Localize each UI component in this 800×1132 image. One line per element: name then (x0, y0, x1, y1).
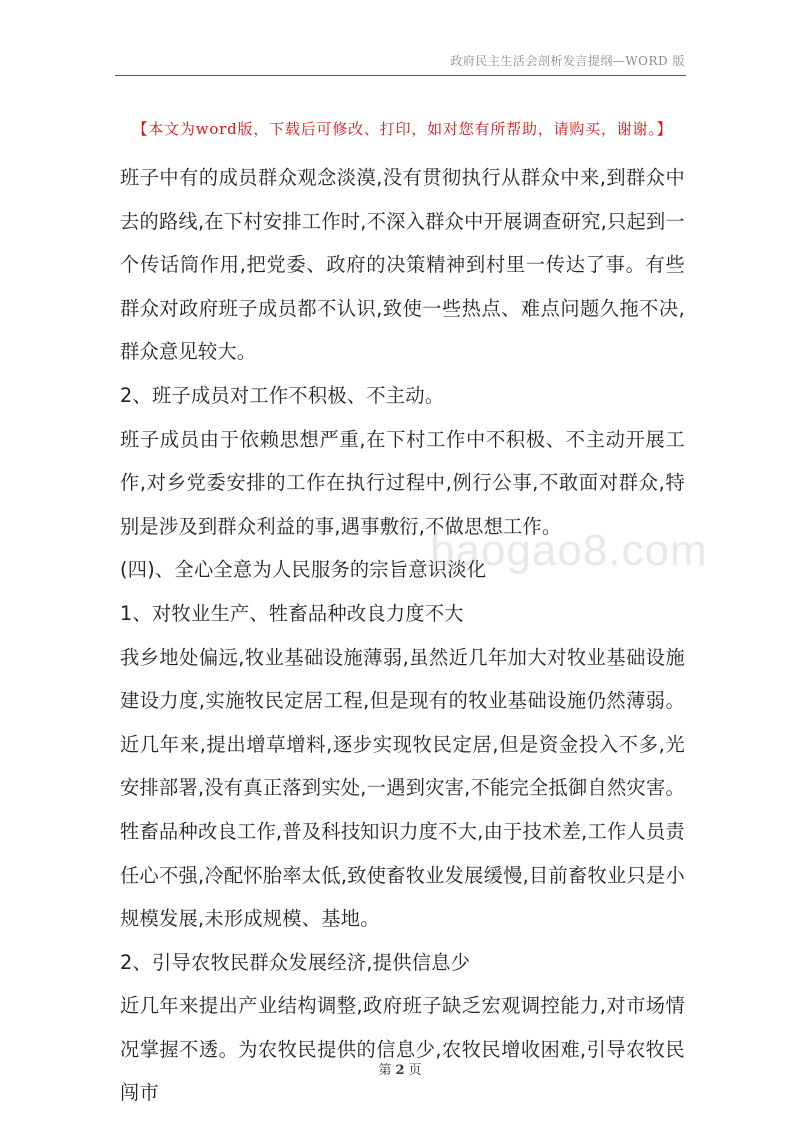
header-divider (115, 75, 686, 76)
paragraph: 班子成员由于依赖思想严重,在下村工作中不积极、不主动开展工作,对乡党委安排的工作在执行过程中,例行公事,不敢面对群众,特别是涉及到群众利益的事,遇事敷衍,不做思想工作。 (120, 427, 685, 538)
paragraph: 2、引导农牧民群众发展经济,提供信息少 (120, 950, 471, 974)
paragraph: 2、班子成员对工作不积极、不主动。 (120, 383, 445, 407)
header-title: 政府民主生活会剖析发言提纲—WORD 版 (450, 54, 685, 68)
document-body (120, 156, 685, 1115)
download-notice: 【本文为word版，下载后可修改、打印，如对您有所帮助，请购买，谢谢。】 (132, 120, 673, 138)
paragraph: 1、对牧业生产、牲畜品种改良力度不大 (120, 601, 464, 625)
footer-prefix: 第 (378, 1063, 392, 1078)
section-heading: (四)、全心全意为人民服务的宗旨意识淡化 (120, 558, 487, 582)
footer-suffix: 页 (408, 1063, 422, 1078)
paragraph: 班子中有的成员群众观念淡漠,没有贯彻执行从群众中来,到群众中去的路线,在下村安排工作时,不深入群众中开展调查研究,只起到一个传话筒作用,把党委、政府的决策精神到村里一传达了事。有些群众对政府班子成员都不认识,致使一些热点、难点问题久拖不决,群众意见较大。 (120, 166, 685, 364)
paragraph: 近几年来提出产业结构调整,政府班子缺乏宏观调控能力,对市场情况掌握不透。为农牧民提供的信息少,农牧民增收困难,引导农牧民闯市 (120, 994, 685, 1105)
page-number: 2 (395, 1063, 405, 1078)
page-header (120, 52, 685, 69)
page-footer (0, 1059, 800, 1078)
watermark: baogao8.com (430, 526, 708, 575)
paragraph: 我乡地处偏远,牧业基础设施薄弱,虽然近几年加大对牧业基础设施建设力度,实施牧民定居工程,但是现有的牧业基础设施仍然薄弱。近几年来,提出增草增料,逐步实现牧民定居,但是资金投入不多,光安排部署,没有真正落到实处,一遇到灾害,不能完全抵御自然灾害。牲畜品种改良工作,普及科技知识力度不大,由于技术差,工作人员责任心不强,冷配怀胎率太低,致使畜牧业发展缓慢,目前畜牧业只是小规模发展,未形成规模、基地。 (120, 645, 685, 931)
